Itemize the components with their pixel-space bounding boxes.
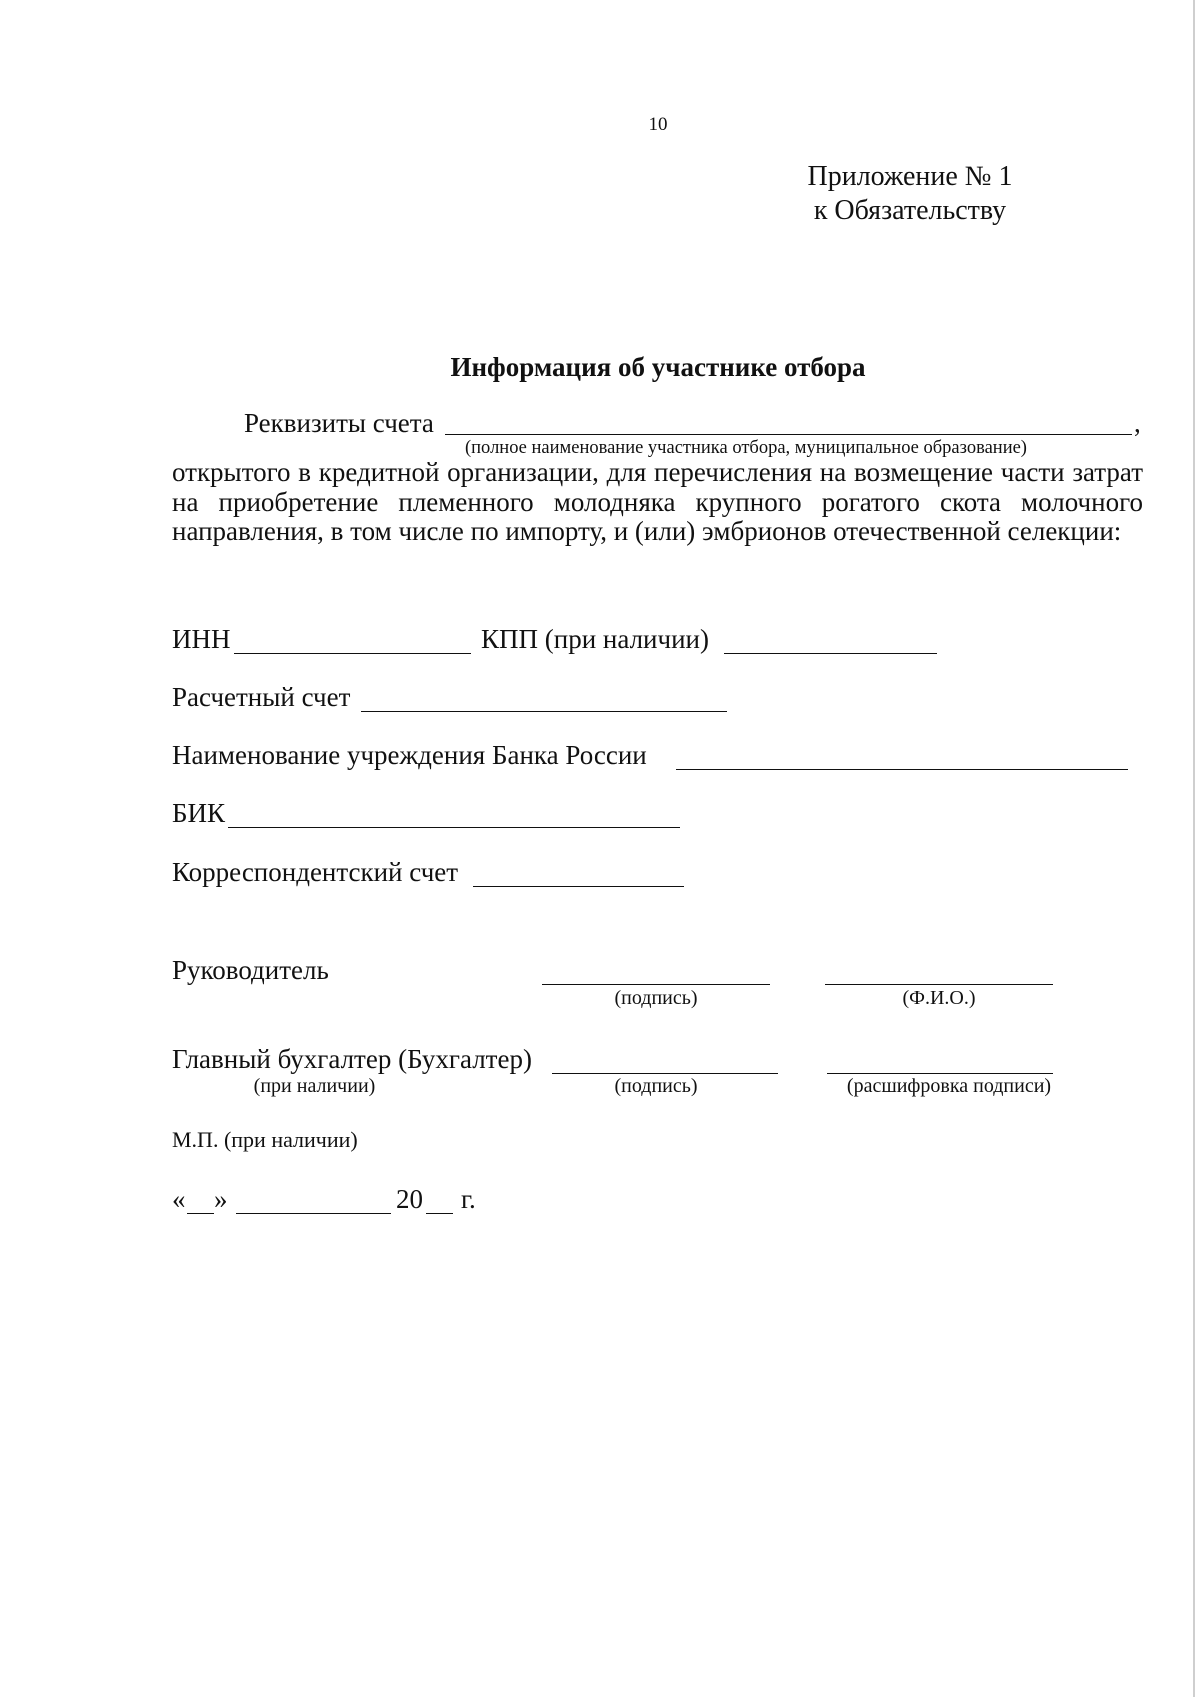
chief-accountant-label-hint: (при наличии) [253,1075,376,1097]
head-signature-hint: (подпись) [614,987,698,1009]
settlement-account-field[interactable] [361,711,727,712]
chief-accountant-name-hint: (расшифровка подписи) [846,1075,1052,1097]
bank-institution-field[interactable] [676,769,1128,770]
kpp-label: КПП (при наличии) [481,624,709,654]
head-signature-field[interactable] [542,984,770,985]
kpp-field[interactable] [724,653,937,654]
appendix-line-2: к Обязательству [813,195,1007,226]
page-edge-divider [1193,0,1195,1697]
stamp-label: М.П. (при наличии) [172,1127,358,1152]
bank-institution-label: Наименование учреждения Банка России [172,740,647,770]
date-year-suffix: г. [461,1184,476,1214]
chief-accountant-signature-hint: (подпись) [614,1075,698,1097]
account-details-comma: , [1134,408,1141,438]
date-open-quote: « [172,1184,186,1214]
date-day-field[interactable] [187,1213,214,1214]
bik-label: БИК [172,798,226,828]
settlement-account-label: Расчетный счет [172,682,351,712]
document-title: Информация об участнике отбора [450,352,866,382]
head-label: Руководитель [172,955,329,985]
participant-name-field[interactable] [445,434,1132,435]
correspondent-account-field[interactable] [473,886,684,887]
date-close-quote: » [214,1184,228,1214]
date-month-field[interactable] [236,1213,391,1214]
date-year-field[interactable] [426,1213,453,1214]
page-number: 10 [648,114,668,135]
chief-accountant-name-field[interactable] [827,1073,1053,1074]
bik-field[interactable] [228,827,680,828]
date-year-prefix: 20 [396,1184,423,1214]
appendix-line-1: Приложение № 1 [807,161,1013,192]
chief-accountant-label: Главный бухгалтер (Бухгалтер) [172,1044,532,1074]
inn-label: ИНН [172,624,231,654]
correspondent-account-label: Корреспондентский счет [172,857,459,887]
head-name-hint: (Ф.И.О.) [902,987,976,1009]
inn-field[interactable] [234,653,471,654]
participant-name-hint: (полное наименование участника отбора, муниципальное образование) [465,438,1027,458]
account-purpose-paragraph: открытого в кредитной организации, для перечисления на возмещение части затрат на приобретение племенного молодняка крупного рогатого скота молочного направления, в том числе по импорту, и (или) эмбрионов отечественной селекции: [172,457,1143,546]
chief-accountant-signature-field[interactable] [552,1073,778,1074]
appendix-header [760,160,1060,228]
head-name-field[interactable] [825,984,1053,985]
account-details-label: Реквизиты счета [244,408,434,438]
